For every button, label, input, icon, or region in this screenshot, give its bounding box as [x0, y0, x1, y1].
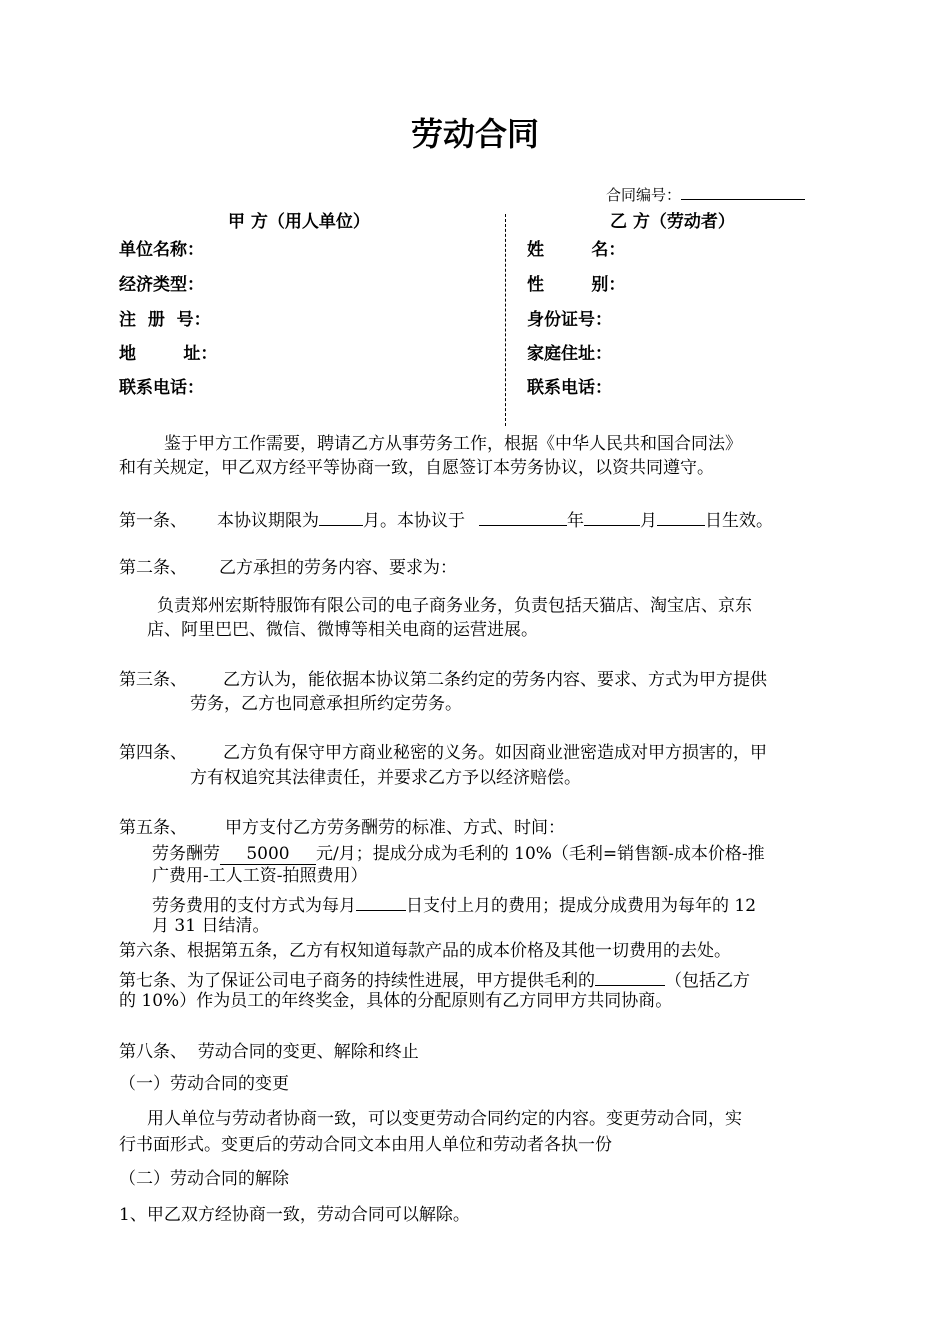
- pay-value: 5000: [220, 845, 316, 865]
- pay-line: [152, 844, 765, 865]
- article-3: [119, 670, 767, 690]
- contract-number-label: 合同编号：: [606, 186, 682, 204]
- article-label: 第二条、: [119, 558, 187, 578]
- article-2: [119, 558, 457, 578]
- payment-schedule: [152, 892, 756, 916]
- party-b-heading: 乙 方（劳动者）: [610, 212, 735, 232]
- article-8-heading: 第八条、 劳动合同的变更、解除和终止: [119, 1042, 419, 1062]
- article-label: 第三条、: [119, 670, 187, 690]
- article-5: [119, 818, 565, 838]
- article-2-text: 乙方承担的劳务内容、要求为：: [219, 558, 457, 578]
- pay-label: 劳务酬劳: [152, 844, 220, 864]
- party-a-heading: 甲 方（用人单位）: [228, 212, 370, 232]
- section-heading: （一）劳动合同的变更: [119, 1074, 289, 1094]
- party-a-field: 注 册 号：: [119, 310, 211, 330]
- section-text: 用人单位与劳动者协商一致，可以变更劳动合同约定的内容。变更劳动合同，实: [147, 1109, 742, 1129]
- day-blank: [657, 507, 705, 526]
- article-4-text: 乙方负有保守甲方商业秘密的义务。如因商业泄密造成对甲方损害的，甲: [223, 743, 767, 763]
- year-blank: [479, 507, 567, 526]
- article-label: 第五条、: [119, 818, 187, 838]
- party-a-field: 单位名称：: [119, 240, 204, 260]
- contract-number-blank: [681, 181, 805, 200]
- schedule-text: 劳务费用的支付方式为每月: [152, 896, 356, 916]
- article-4: [119, 743, 767, 763]
- section-heading: （二）劳动合同的解除: [119, 1169, 289, 1189]
- article-3-text: 乙方认为，能依据本协议第二条约定的劳务内容、要求、方式为甲方提供: [223, 670, 767, 690]
- article-1-text: 月。本协议于: [363, 511, 465, 531]
- party-divider: [505, 214, 506, 426]
- list-item: 1、甲乙双方经协商一致，劳动合同可以解除。: [119, 1205, 470, 1225]
- article-5-text: 甲方支付乙方劳务酬劳的标准、方式、时间：: [225, 818, 565, 838]
- party-a-field: 经济类型：: [119, 275, 204, 295]
- article-4-text: 方有权追究其法律责任，并要求乙方予以经济赔偿。: [190, 768, 581, 788]
- article-6: 第六条、根据第五条，乙方有权知道每款产品的成本价格及其他一切费用的去处。: [119, 941, 731, 961]
- pay-rest: 元/月；提成分成为毛利的 10%（毛利=销售额-成本价格-推: [316, 844, 765, 864]
- party-b-field: 身份证号：: [527, 310, 612, 330]
- bonus-percent-blank: [595, 967, 665, 986]
- article-3-text: 劳务，乙方也同意承担所约定劳务。: [190, 694, 462, 714]
- article-2-detail: 负责郑州宏斯特服饰有限公司的电子商务业务，负责包括天猫店、淘宝店、京东: [157, 596, 752, 616]
- intro-line: 和有关规定，甲乙双方经平等协商一致，自愿签订本劳务协议，以资共同遵守。: [119, 458, 714, 478]
- pay-day-blank: [356, 892, 406, 911]
- party-b-field: 联系电话：: [527, 378, 612, 398]
- article-1-text: 年: [567, 511, 584, 531]
- party-b-field: 家庭住址：: [527, 344, 612, 364]
- party-b-field: 性 别：: [527, 275, 626, 295]
- article-7: [119, 967, 750, 991]
- schedule-text: 日支付上月的费用；提成分成费用为每年的 12: [406, 896, 757, 916]
- document-title: 劳动合同: [410, 115, 539, 153]
- schedule-text: 月 31 日结清。: [152, 916, 270, 936]
- pay-line-2: 广费用-工人工资-拍照费用）: [152, 866, 368, 886]
- article-1-text: 日生效。: [705, 511, 773, 531]
- article-2-detail: 店、阿里巴巴、微信、微博等相关电商的运营进展。: [147, 620, 538, 640]
- contract-number: [606, 181, 805, 204]
- article-label: 第四条、: [119, 743, 187, 763]
- month-blank: [584, 507, 640, 526]
- term-months-blank: [319, 507, 363, 526]
- party-a-field: 地 址：: [119, 344, 218, 364]
- section-text: 行书面形式。变更后的劳动合同文本由用人单位和劳动者各执一份: [119, 1135, 612, 1155]
- article-1-text: 本协议期限为: [217, 511, 319, 531]
- article-label: 第一条、: [119, 511, 187, 531]
- article-1: [119, 507, 773, 531]
- article-7-text: 的 10%）作为员工的年终奖金，具体的分配原则有乙方同甲方共同协商。: [119, 991, 673, 1011]
- article-7-text: 第七条、为了保证公司电子商务的持续性进展，甲方提供毛利的: [119, 971, 595, 991]
- party-a-field: 联系电话：: [119, 378, 204, 398]
- article-1-text: 月: [640, 511, 657, 531]
- article-7-text: （包括乙方: [665, 971, 750, 991]
- party-b-field: 姓 名：: [527, 240, 626, 260]
- intro-line: 鉴于甲方工作需要，聘请乙方从事劳务工作，根据《中华人民共和国合同法》: [164, 434, 742, 454]
